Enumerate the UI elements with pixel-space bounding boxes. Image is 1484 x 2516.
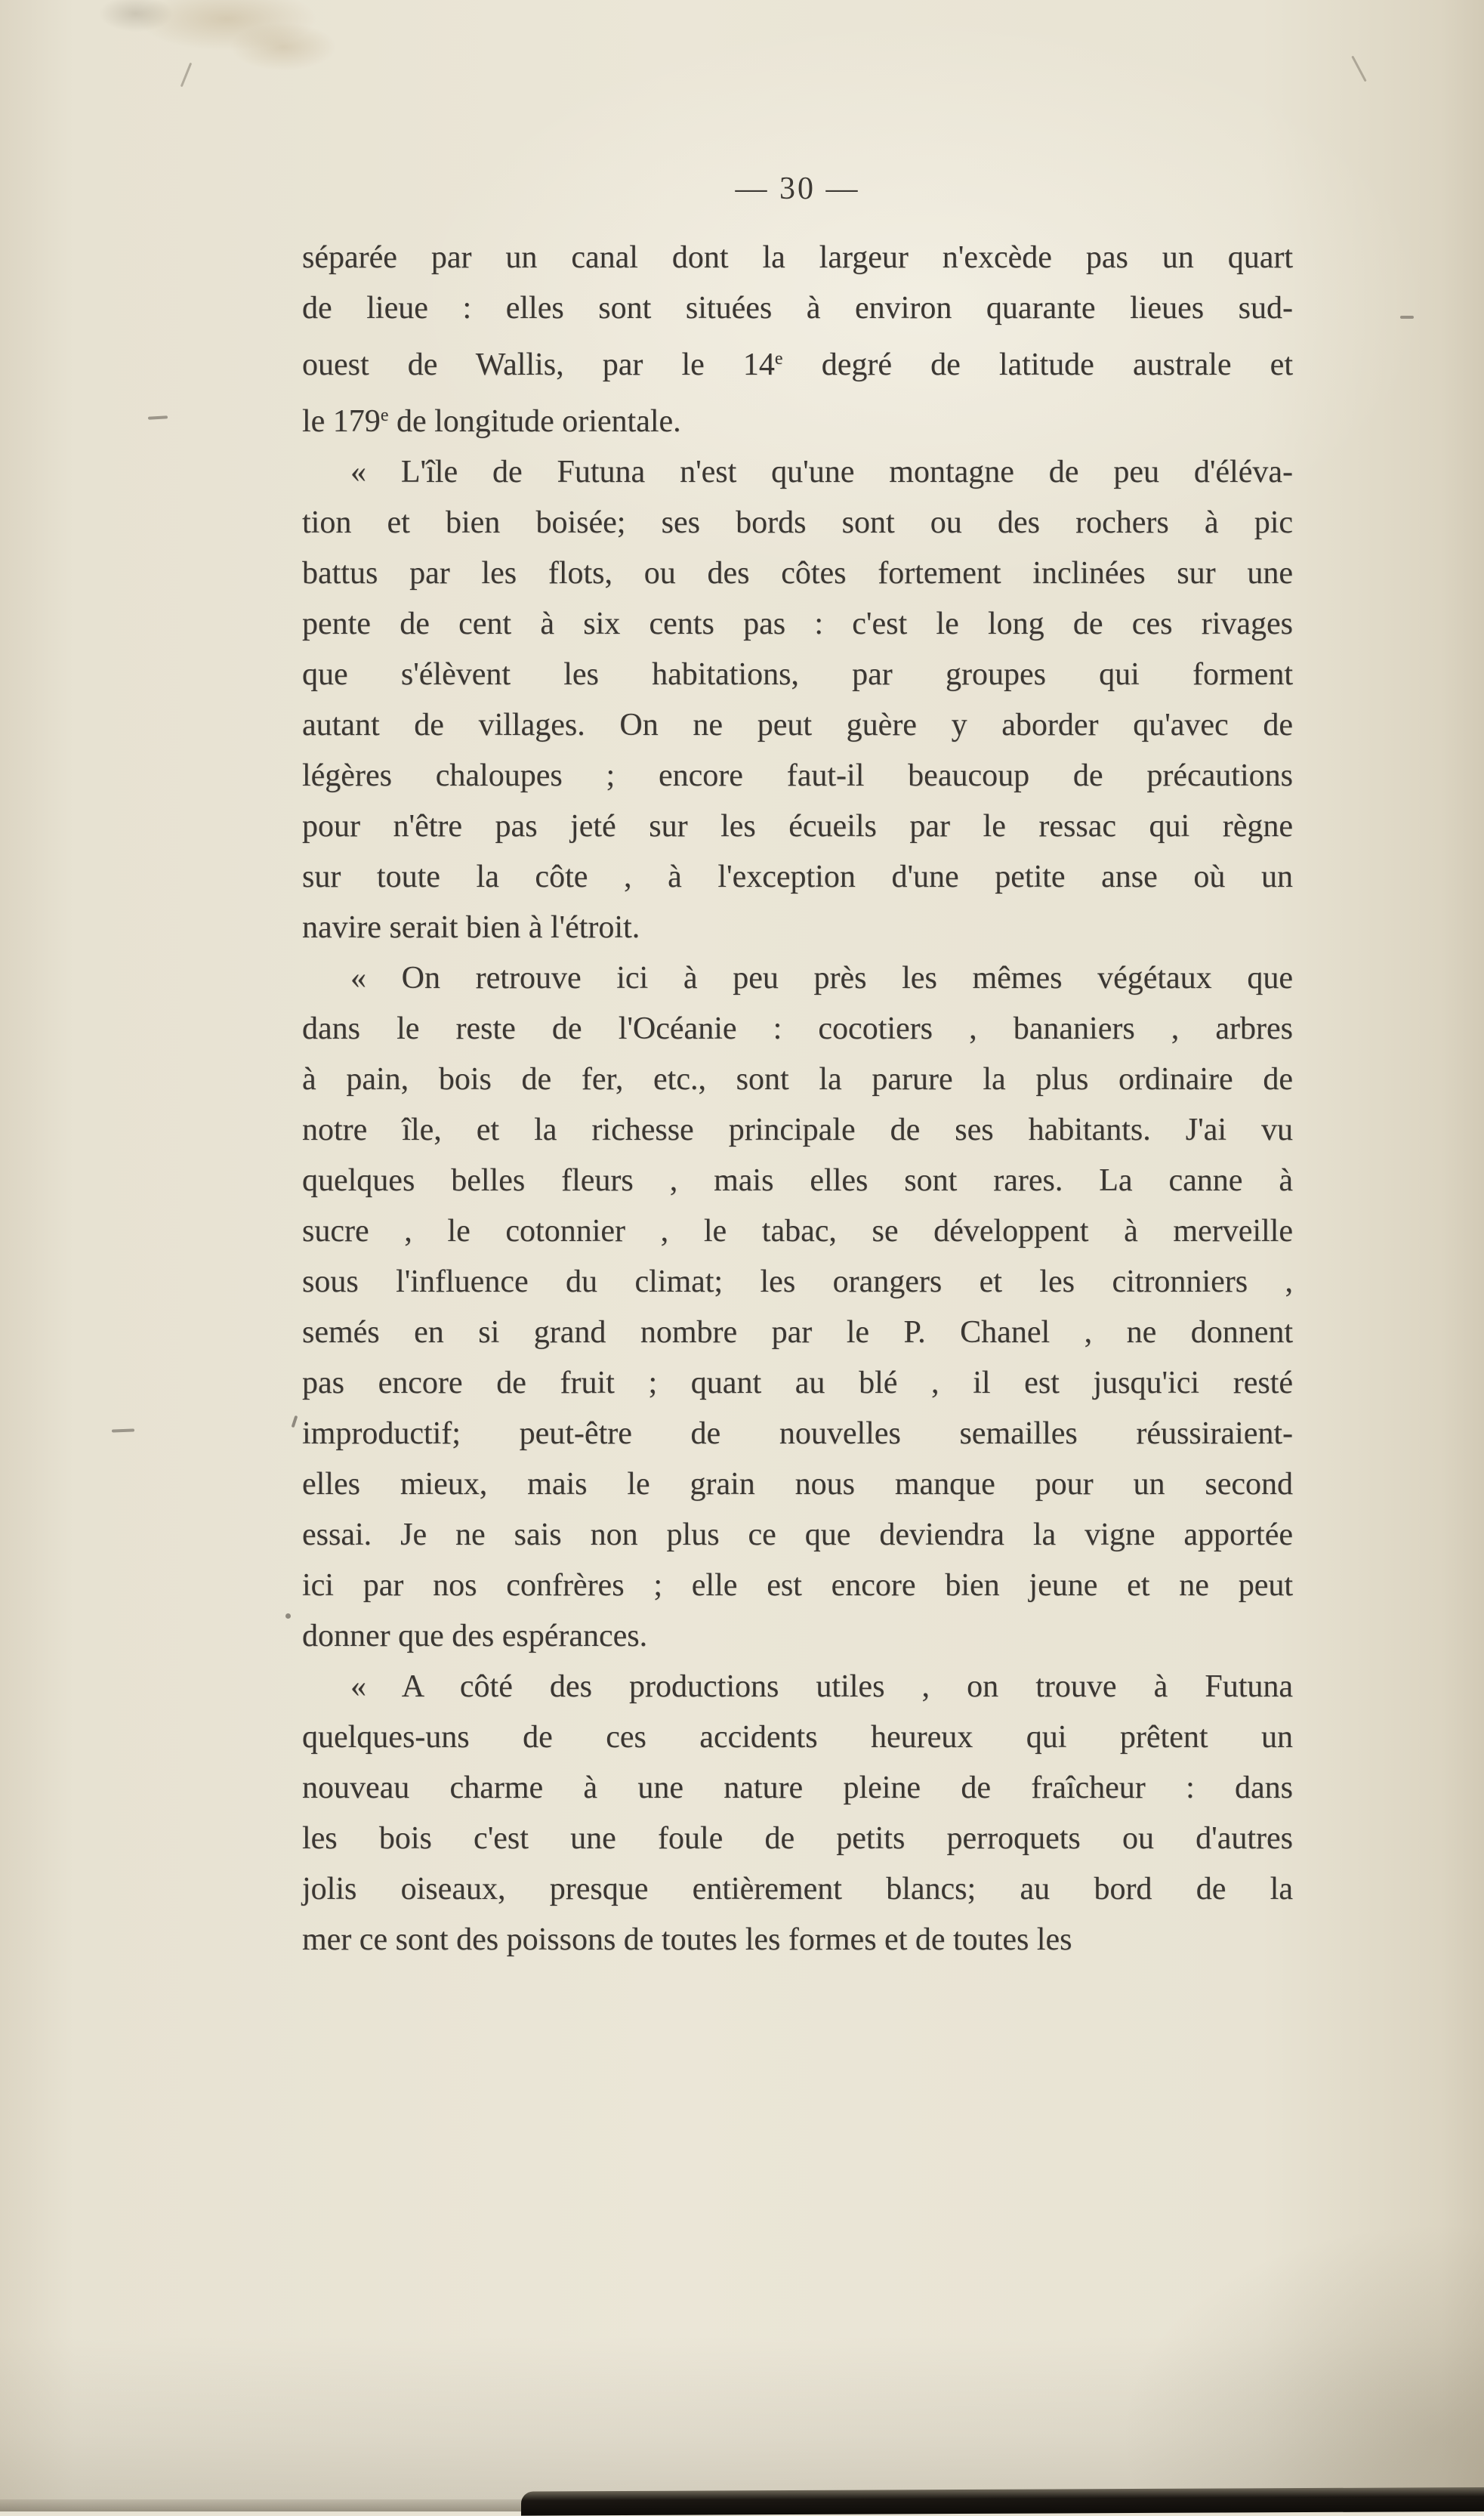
text-line: navire serait bien à l'étroit. [302,910,640,945]
text-line: le 179e de longitude orientale. [302,404,681,439]
text-line: légères chaloupes ; encore faut-il beaucoup de précautions [302,758,1293,793]
text-line: nouveau charme à une nature pleine de fraîcheur : dans [302,1770,1293,1805]
text-line: ouest de Wallis, par le 14e degré de latitude australe et [302,347,1293,382]
text-line: improductif; peut-être de nouvelles semailles réussiraient- [302,1416,1293,1451]
scan-edge-shadow [0,2499,544,2511]
text-line: battus par les flots, ou des côtes fortement inclinées sur une [302,556,1293,591]
text-line: semés en si grand nombre par le P. Chanel , ne donnent [302,1315,1293,1350]
text-line: « A côté des productions utiles , on trouve à Futuna [350,1669,1293,1704]
margin-mark [1400,316,1414,319]
text-line: pas encore de fruit ; quant au blé , il est jusqu'ici resté [302,1366,1293,1400]
margin-mark [112,1428,134,1432]
text-line: sur toute la côte , à l'exception d'une petite anse où un [302,860,1293,894]
paragraph [302,1662,1293,1965]
text-line: mer ce sont des poissons de toutes les formes et de toutes les [302,1922,1072,1957]
text-line: tion et bien boisée; ses bords sont ou des rochers à pic [302,505,1293,540]
text-line: « On retrouve ici à peu près les mêmes végétaux que [350,961,1293,996]
text-line: que s'élèvent les habitations, par groupes qui forment [302,657,1293,692]
text-line: « L'île de Futuna n'est qu'une montagne de peu d'éléva- [350,455,1293,489]
page-number: — 30 — [735,171,860,206]
text-line: séparée par un canal dont la largeur n'excède pas un quart [302,240,1293,275]
text-line: notre île, et la richesse principale de ses habitants. J'ai vu [302,1113,1293,1147]
text-line: pente de cent à six cents pas : c'est le long de ces rivages [302,607,1293,641]
text-line: autant de villages. On ne peut guère y aborder qu'avec de [302,708,1293,742]
margin-mark [285,1613,291,1619]
margin-mark [292,1415,298,1428]
margin-mark [148,415,168,419]
text-line: à pain, bois de fer, etc., sont la parure la plus ordinaire de [302,1062,1293,1097]
paragraph [302,953,1293,1662]
text-line: elles mieux, mais le grain nous manque pour un second [302,1467,1293,1502]
text-line: quelques-uns de ces accidents heureux qui prêtent un [302,1720,1293,1755]
paragraph [302,447,1293,953]
text-line: sous l'influence du climat; les orangers et les citronniers , [302,1264,1293,1299]
superscript: e [380,406,389,425]
text-line: quelques belles fleurs , mais elles sont rares. La canne à [302,1163,1293,1198]
text-line: donner que des espérances. [302,1619,648,1653]
scan-blemish [180,63,193,88]
text-line: les bois c'est une foule de petits perroquets ou d'autres [302,1821,1293,1856]
text-line: essai. Je ne sais non plus ce que deviendra la vigne apportée [302,1517,1293,1552]
scan-blemish [1351,56,1366,82]
paragraph [302,233,1293,447]
text-line: pour n'être pas jeté sur les écueils par le ressac qui règne [302,809,1293,844]
text-line: dans le reste de l'Océanie : cocotiers , bananiers , arbres [302,1011,1293,1046]
superscript: e [774,349,783,369]
text-line: sucre , le cotonnier , le tabac, se développent à merveille [302,1214,1293,1249]
text-line: de lieue : elles sont situées à environ quarante lieues sud- [302,291,1293,326]
text-block [302,233,1293,1965]
text-line: ici par nos confrères ; elle est encore bien jeune et ne peut [302,1568,1293,1603]
text-line: jolis oiseaux, presque entièrement blancs; au bord de la [302,1872,1293,1906]
